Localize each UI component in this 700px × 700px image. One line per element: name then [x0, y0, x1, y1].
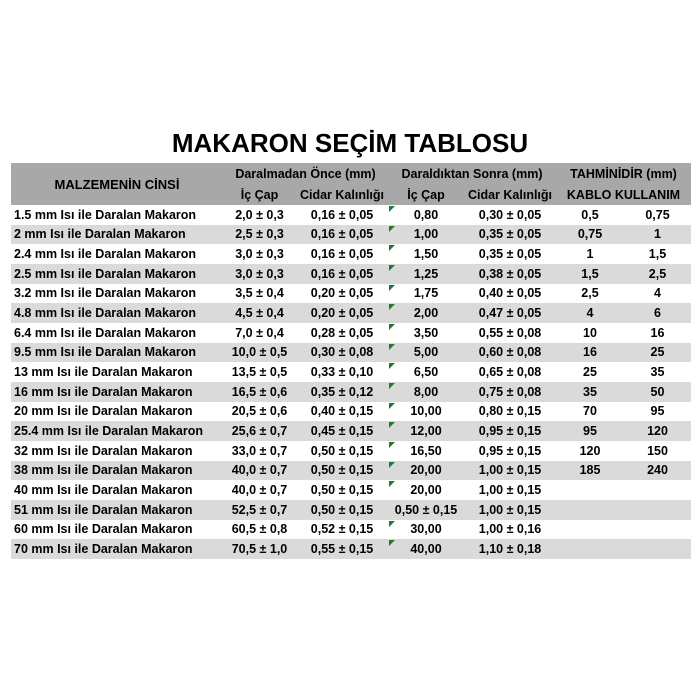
table-row [11, 205, 691, 225]
value-cell [624, 402, 691, 422]
error-flag-triangle-icon [389, 481, 395, 487]
value-cell [223, 480, 296, 500]
value-text: 0,47 ± 0,05 [478, 306, 542, 321]
value-cell [464, 520, 556, 540]
value-text: 52,5 ± 0,7 [231, 502, 288, 517]
value-cell [556, 244, 624, 264]
table-row [11, 303, 691, 323]
value-text: 0,55 ± 0,08 [478, 325, 542, 340]
table-row [11, 520, 691, 540]
value-text: 2,5 ± 0,3 [235, 227, 284, 242]
table-row [11, 323, 691, 343]
value-cell [388, 480, 464, 500]
error-flag-triangle-icon [389, 245, 395, 251]
value-cell [388, 362, 464, 382]
value-cell [624, 500, 691, 520]
value-text: 20,00 [410, 483, 442, 498]
value-cell [388, 520, 464, 540]
table-row [11, 225, 691, 245]
value-cell [556, 284, 624, 304]
page-title: MAKARON SEÇİM TABLOSU [171, 128, 529, 158]
value-cell [556, 402, 624, 422]
table-row [11, 244, 691, 264]
value-text: 2,5 [648, 266, 667, 281]
value-text: 0,40 ± 0,15 [310, 404, 374, 419]
value-text: 3,50 [413, 325, 439, 340]
table-row [11, 264, 691, 284]
value-text: 40,0 ± 0,7 [231, 483, 288, 498]
value-text: 120 [579, 443, 601, 458]
table-row [11, 539, 691, 559]
value-cell [388, 461, 464, 481]
value-text: 150 [647, 443, 668, 458]
value-cell [624, 382, 691, 402]
value-cell [464, 264, 556, 284]
error-flag-triangle-icon [389, 324, 395, 330]
value-cell [464, 402, 556, 422]
value-text: 70,5 ± 1,0 [231, 541, 288, 556]
value-text: 0,35 ± 0,12 [310, 384, 374, 399]
value-text: 2,00 [413, 306, 439, 321]
value-cell [624, 303, 691, 323]
value-cell [223, 539, 296, 559]
value-cell [223, 402, 296, 422]
value-cell [388, 244, 464, 264]
value-cell [223, 264, 296, 284]
value-cell [223, 382, 296, 402]
value-text: 10,00 [410, 404, 442, 419]
material-cell: 20 mm Isı ile Daralan Makaron [14, 404, 193, 419]
value-cell [296, 362, 388, 382]
value-cell [223, 303, 296, 323]
value-cell [556, 323, 624, 343]
value-text: 1,10 ± 0,18 [478, 541, 542, 556]
value-text: 1 [654, 227, 661, 242]
value-text: 0,33 ± 0,10 [310, 365, 374, 380]
value-text: 35 [583, 384, 597, 399]
value-cell [296, 323, 388, 343]
value-cell [296, 303, 388, 323]
value-cell [624, 362, 691, 382]
value-cell [296, 539, 388, 559]
value-text: 60,5 ± 0,8 [231, 522, 288, 537]
value-cell [556, 362, 624, 382]
value-cell [464, 421, 556, 441]
value-text: 1,00 ± 0,16 [478, 522, 542, 537]
value-text: 0,30 ± 0,05 [478, 207, 542, 222]
value-text: 0,80 ± 0,15 [478, 404, 542, 419]
value-text: 0,65 ± 0,08 [478, 365, 542, 380]
material-cell: 9.5 mm Isı ile Daralan Makaron [14, 345, 197, 360]
value-text: 2,0 ± 0,3 [235, 207, 284, 222]
error-flag-triangle-icon [389, 383, 395, 389]
value-cell [296, 461, 388, 481]
value-cell [223, 205, 296, 225]
table-row [11, 480, 691, 500]
value-cell [388, 205, 464, 225]
material-cell: 2 mm Isı ile Daralan Makaron [14, 227, 186, 242]
table-row [11, 284, 691, 304]
material-cell: 2.4 mm Isı ile Daralan Makaron [14, 247, 197, 262]
value-cell [388, 284, 464, 304]
value-text: 0,50 ± 0,15 [310, 443, 374, 458]
value-cell [223, 362, 296, 382]
error-flag-triangle-icon [389, 226, 395, 232]
value-text: 50 [650, 384, 665, 399]
error-flag-triangle-icon [389, 304, 395, 310]
value-text: 20,00 [410, 463, 442, 478]
value-text: 25 [650, 345, 665, 360]
value-cell [624, 343, 691, 363]
material-cell: 51 mm Isı ile Daralan Makaron [14, 502, 193, 517]
material-cell: 25.4 mm Isı ile Daralan Makaron [14, 424, 203, 439]
error-flag-triangle-icon [389, 422, 395, 428]
table-row [11, 402, 691, 422]
value-text: 33,0 ± 0,7 [231, 443, 288, 458]
header-after-inner-diameter: İç Çap [407, 188, 445, 202]
makaron-selection-table [11, 163, 691, 559]
value-cell [388, 421, 464, 441]
value-cell [296, 225, 388, 245]
header-cable-usage: KABLO KULLANIM [566, 188, 681, 202]
error-flag-triangle-icon [389, 540, 395, 546]
value-text: 0,20 ± 0,05 [310, 306, 374, 321]
value-cell [624, 284, 691, 304]
value-cell [556, 441, 624, 461]
value-cell [388, 539, 464, 559]
value-cell [296, 520, 388, 540]
value-cell [624, 480, 691, 500]
value-text: 40,00 [410, 541, 442, 556]
value-cell [388, 343, 464, 363]
table-row [11, 343, 691, 363]
error-flag-triangle-icon [389, 285, 395, 291]
error-flag-triangle-icon [389, 403, 395, 409]
material-cell: 16 mm Isı ile Daralan Makaron [14, 384, 193, 399]
value-text: 1,5 [581, 266, 599, 281]
value-text: 0,30 ± 0,08 [310, 345, 374, 360]
value-text: 2,5 [581, 286, 599, 301]
value-cell [296, 244, 388, 264]
error-flag-triangle-icon [389, 265, 395, 271]
table-row [11, 382, 691, 402]
value-text: 70 [583, 404, 597, 419]
error-flag-triangle-icon [389, 462, 395, 468]
value-text: 0,75 [577, 227, 603, 242]
table-body [11, 205, 691, 559]
value-cell [624, 244, 691, 264]
header-before-wall-thickness: Cidar Kalınlığı [299, 188, 385, 202]
value-cell [388, 382, 464, 402]
error-flag-triangle-icon [389, 344, 395, 350]
value-text: 35 [650, 365, 665, 380]
material-cell: 60 mm Isı ile Daralan Makaron [14, 522, 193, 537]
value-cell [556, 480, 624, 500]
value-cell [223, 441, 296, 461]
value-text: 95 [650, 404, 665, 419]
value-cell [464, 480, 556, 500]
value-cell [624, 225, 691, 245]
value-text: 1,00 [413, 227, 439, 242]
value-cell [556, 421, 624, 441]
value-text: 185 [579, 463, 601, 478]
value-cell [223, 284, 296, 304]
value-cell [388, 323, 464, 343]
value-text: 0,95 ± 0,15 [478, 424, 542, 439]
value-cell [464, 244, 556, 264]
value-cell [296, 284, 388, 304]
value-cell [296, 441, 388, 461]
value-cell [296, 343, 388, 363]
value-cell [223, 225, 296, 245]
table-row [11, 461, 691, 481]
value-cell [223, 323, 296, 343]
material-cell: 6.4 mm Isı ile Daralan Makaron [14, 325, 197, 340]
material-cell: 70 mm Isı ile Daralan Makaron [14, 541, 193, 556]
material-cell: 38 mm Isı ile Daralan Makaron [14, 463, 193, 478]
value-text: 0,60 ± 0,08 [478, 345, 542, 360]
value-text: 0,75 [645, 207, 670, 222]
value-text: 5,00 [413, 345, 439, 360]
value-text: 0,80 [413, 207, 439, 222]
value-cell [464, 205, 556, 225]
value-cell [624, 520, 691, 540]
value-text: 0,40 ± 0,05 [478, 286, 542, 301]
value-cell [296, 480, 388, 500]
value-text: 4,5 ± 0,4 [235, 306, 284, 321]
value-text: 0,50 ± 0,15 [310, 463, 374, 478]
value-cell [388, 500, 464, 520]
header-after-wall-thickness: Cidar Kalınlığı [467, 188, 553, 202]
value-cell [464, 343, 556, 363]
value-text: 16,5 ± 0,6 [231, 384, 288, 399]
value-text: 0,16 ± 0,05 [310, 227, 374, 242]
value-text: 0,16 ± 0,05 [310, 247, 374, 262]
value-cell [296, 402, 388, 422]
value-text: 25,6 ± 0,7 [231, 424, 288, 439]
value-cell [223, 343, 296, 363]
value-text: 1,00 ± 0,15 [478, 502, 542, 517]
value-text: 0,35 ± 0,05 [478, 227, 542, 242]
value-text: 0,75 ± 0,08 [478, 384, 542, 399]
header-material-type: MALZEMENİN CİNSİ [54, 176, 180, 192]
value-text: 0,50 ± 0,15 [310, 483, 374, 498]
value-text: 12,00 [410, 424, 442, 439]
value-cell [464, 362, 556, 382]
value-cell [296, 264, 388, 284]
value-text: 3,0 ± 0,3 [235, 247, 284, 262]
value-cell [624, 539, 691, 559]
value-cell [223, 421, 296, 441]
value-text: 0,52 ± 0,15 [310, 522, 374, 537]
material-cell: 3.2 mm Isı ile Daralan Makaron [14, 286, 197, 301]
value-text: 1,25 [413, 266, 439, 281]
value-text: 6 [654, 306, 661, 321]
value-text: 0,45 ± 0,15 [310, 424, 374, 439]
value-text: 0,28 ± 0,05 [310, 325, 374, 340]
value-cell [624, 421, 691, 441]
value-cell [388, 303, 464, 323]
value-cell [556, 500, 624, 520]
header-group-estimate: TAHMİNİDİR (mm) [570, 167, 677, 181]
value-text: 10 [583, 325, 597, 340]
value-cell [388, 441, 464, 461]
value-text: 10,0 ± 0,5 [231, 345, 288, 360]
value-cell [624, 461, 691, 481]
value-cell [388, 264, 464, 284]
value-cell [556, 264, 624, 284]
value-cell [223, 500, 296, 520]
value-cell [556, 343, 624, 363]
header-group-after-shrink: Daraldıktan Sonra (mm) [401, 167, 543, 181]
value-text: 7,0 ± 0,4 [235, 325, 284, 340]
value-text: 20,5 ± 0,6 [231, 404, 288, 419]
value-text: 1,75 [413, 286, 439, 301]
value-text: 8,00 [413, 384, 439, 399]
value-cell [556, 225, 624, 245]
value-text: 1 [586, 247, 594, 262]
value-text: 1,00 ± 0,15 [478, 483, 542, 498]
value-cell [388, 225, 464, 245]
value-cell [624, 323, 691, 343]
value-cell [464, 500, 556, 520]
value-cell [556, 382, 624, 402]
value-text: 0,16 ± 0,05 [310, 207, 374, 222]
value-cell [296, 205, 388, 225]
value-cell [556, 303, 624, 323]
value-text: 40,0 ± 0,7 [231, 463, 288, 478]
material-cell: 32 mm Isı ile Daralan Makaron [14, 443, 193, 458]
value-cell [556, 205, 624, 225]
value-cell [464, 382, 556, 402]
value-text: 16,50 [410, 443, 442, 458]
value-cell [464, 441, 556, 461]
value-text: 25 [583, 365, 597, 380]
value-text: 0,16 ± 0,05 [310, 266, 374, 281]
material-cell: 1.5 mm Isı ile Daralan Makaron [14, 207, 197, 222]
error-flag-triangle-icon [389, 442, 395, 448]
value-text: 1,00 ± 0,15 [478, 463, 542, 478]
value-text: 240 [647, 463, 668, 478]
value-text: 0,55 ± 0,15 [310, 541, 374, 556]
table-header [11, 163, 691, 205]
value-cell [223, 461, 296, 481]
table-row [11, 500, 691, 520]
material-cell: 2.5 mm Isı ile Daralan Makaron [14, 266, 197, 281]
error-flag-triangle-icon [389, 363, 395, 369]
value-cell [296, 421, 388, 441]
value-cell [296, 500, 388, 520]
value-text: 0,20 ± 0,05 [310, 286, 374, 301]
value-text: 0,35 ± 0,05 [478, 247, 542, 262]
value-cell [223, 244, 296, 264]
value-text: 0,38 ± 0,05 [478, 266, 542, 281]
value-cell [556, 539, 624, 559]
error-flag-triangle-icon [389, 206, 395, 212]
value-cell [464, 303, 556, 323]
value-text: 1,5 [648, 247, 667, 262]
value-text: 1,50 [413, 247, 439, 262]
value-cell [624, 205, 691, 225]
value-text: 4 [586, 306, 594, 321]
value-text: 6,50 [413, 365, 439, 380]
value-text: 0,50 ± 0,15 [394, 502, 458, 517]
value-text: 0,5 [581, 207, 599, 222]
value-cell [556, 520, 624, 540]
value-text: 3,0 ± 0,3 [235, 266, 284, 281]
material-cell: 13 mm Isı ile Daralan Makaron [14, 365, 193, 380]
header-group-before-shrink: Daralmadan Önce (mm) [235, 167, 376, 181]
error-flag-triangle-icon [389, 521, 395, 527]
value-text: 16 [650, 325, 665, 340]
value-text: 0,50 ± 0,15 [310, 502, 374, 517]
table-row [11, 441, 691, 461]
value-text: 4 [654, 286, 661, 301]
table-row [11, 362, 691, 382]
value-cell [556, 461, 624, 481]
value-cell [464, 539, 556, 559]
table-row [11, 421, 691, 441]
value-text: 3,5 ± 0,4 [235, 286, 284, 301]
value-text: 0,95 ± 0,15 [478, 443, 542, 458]
material-cell: 4.8 mm Isı ile Daralan Makaron [14, 306, 197, 321]
value-text: 13,5 ± 0,5 [231, 365, 288, 380]
value-cell [624, 264, 691, 284]
header-before-inner-diameter: İç Çap [240, 188, 279, 202]
value-text: 30,00 [410, 522, 442, 537]
value-cell [223, 520, 296, 540]
value-cell [624, 441, 691, 461]
material-cell: 40 mm Isı ile Daralan Makaron [14, 483, 193, 498]
value-cell [388, 402, 464, 422]
value-cell [464, 461, 556, 481]
value-text: 16 [583, 345, 597, 360]
value-text: 120 [647, 424, 668, 439]
value-text: 95 [583, 424, 597, 439]
value-cell [464, 225, 556, 245]
value-cell [464, 323, 556, 343]
value-cell [464, 284, 556, 304]
value-cell [296, 382, 388, 402]
